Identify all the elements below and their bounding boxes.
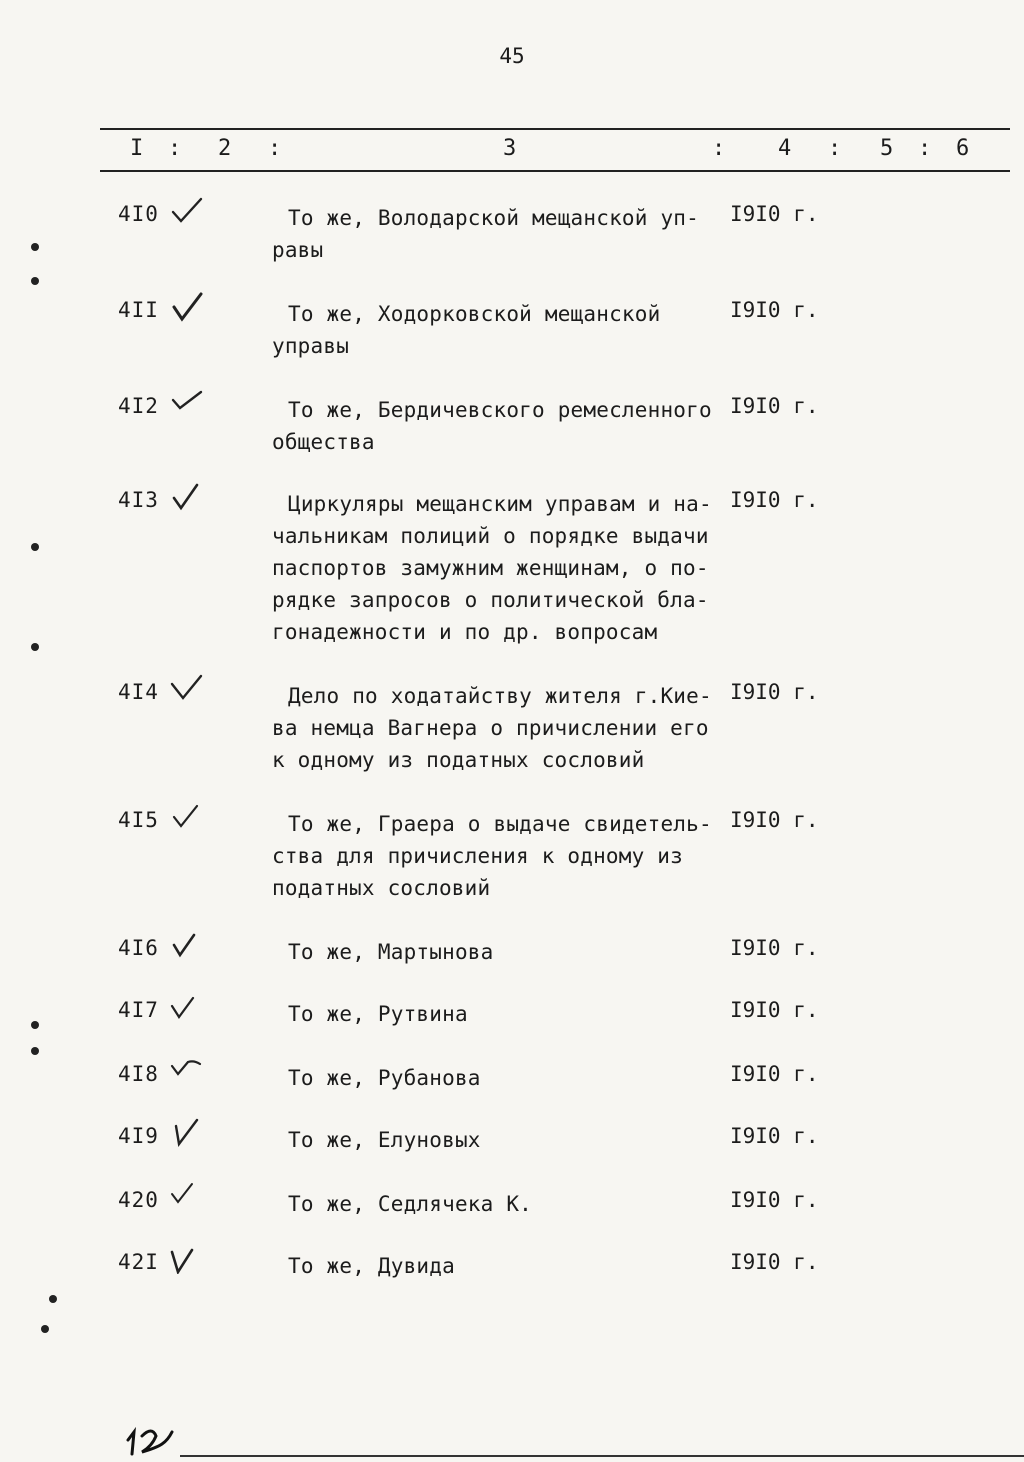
checkmark-icon <box>170 1182 204 1212</box>
punch-mark-icon <box>30 1042 40 1054</box>
col-separator: : <box>918 136 932 161</box>
row-description: Дело по ходатайству жителя г.Кие- ва немца Вагнера о причислении его к одному из податных сословий <box>272 684 712 772</box>
row-number: 4I3 <box>118 488 159 512</box>
punch-mark-icon <box>30 1016 40 1028</box>
checkmark-icon <box>170 292 204 322</box>
page-bottom-rule <box>180 1455 1024 1457</box>
col-header-6: 6 <box>956 136 970 161</box>
row-year: I9I0 г. <box>730 298 819 322</box>
row-year: I9I0 г. <box>730 488 819 512</box>
checkmark-icon <box>170 196 204 226</box>
row-description: То же, Елуновых <box>288 1128 481 1152</box>
checkmark-icon <box>170 388 204 418</box>
punch-mark-icon <box>30 638 40 650</box>
row-number: 4I7 <box>118 998 159 1022</box>
row-description: То же, Ходорковской мещанской управы <box>272 302 661 358</box>
row-year: I9I0 г. <box>730 394 819 418</box>
row-number: 4I8 <box>118 1062 159 1086</box>
punch-mark-icon <box>30 272 40 284</box>
row-description: Циркуляры мещанским управам и на- чальникам полиций о порядке выдачи паспортов замужним женщинам, о по- рядке запросов о политической бла- гонадежности и по др. вопросам <box>272 492 712 644</box>
punch-mark-icon <box>30 538 40 550</box>
row-year: I9I0 г. <box>730 998 819 1022</box>
col-separator: : <box>828 136 842 161</box>
row-year: I9I0 г. <box>730 202 819 226</box>
row-year: I9I0 г. <box>730 1250 819 1274</box>
row-description: То же, Граера о выдаче свидетель- ства для причисления к одному из податных сословий <box>272 812 712 900</box>
row-number: 4I4 <box>118 680 159 704</box>
row-year: I9I0 г. <box>730 1188 819 1212</box>
row-year: I9I0 г. <box>730 1062 819 1086</box>
row-year: I9I0 г. <box>730 808 819 832</box>
row-number: 4I0 <box>118 202 159 226</box>
row-year: I9I0 г. <box>730 1124 819 1148</box>
row-number: 4II <box>118 298 159 322</box>
col-header-4: 4 <box>778 136 792 161</box>
handwritten-sheet-number <box>122 1418 182 1458</box>
checkmark-icon <box>170 802 204 832</box>
row-year: I9I0 г. <box>730 936 819 960</box>
row-number: 42I <box>118 1250 159 1274</box>
row-description: То же, Рутвина <box>288 1002 468 1026</box>
checkmark-icon <box>170 1118 204 1148</box>
row-number: 4I6 <box>118 936 159 960</box>
punch-mark-icon <box>30 238 40 250</box>
punch-mark-icon <box>40 1320 50 1332</box>
checkmark-icon <box>170 992 204 1022</box>
punch-mark-icon <box>48 1290 58 1302</box>
checkmark-icon <box>170 1244 204 1274</box>
row-year: I9I0 г. <box>730 680 819 704</box>
col-header-5: 5 <box>880 136 894 161</box>
col-header-2: 2 <box>218 136 232 161</box>
row-number: 4I2 <box>118 394 159 418</box>
row-description: То же, Мартынова <box>288 940 494 964</box>
row-description: То же, Седлячека К. <box>288 1192 533 1216</box>
row-description: То же, Бердичевского ремесленного общества <box>272 398 712 454</box>
row-description: То же, Володарской мещанской уп- равы <box>272 206 699 262</box>
header-bottom-rule <box>100 170 1010 172</box>
col-header-1: I <box>130 136 144 161</box>
col-separator: : <box>168 136 182 161</box>
row-number: 420 <box>118 1188 159 1212</box>
checkmark-icon <box>170 1056 204 1086</box>
checkmark-icon <box>170 482 204 512</box>
row-number: 4I5 <box>118 808 159 832</box>
col-header-3: 3 <box>503 136 517 161</box>
row-number: 4I9 <box>118 1124 159 1148</box>
checkmark-icon <box>170 930 204 960</box>
page-number: 45 <box>499 44 525 68</box>
header-top-rule <box>100 128 1010 130</box>
row-description: То же, Дувида <box>288 1254 455 1278</box>
col-separator: : <box>712 136 726 161</box>
col-separator: : <box>268 136 282 161</box>
row-description: То же, Рубанова <box>288 1066 481 1090</box>
checkmark-icon <box>170 674 204 704</box>
